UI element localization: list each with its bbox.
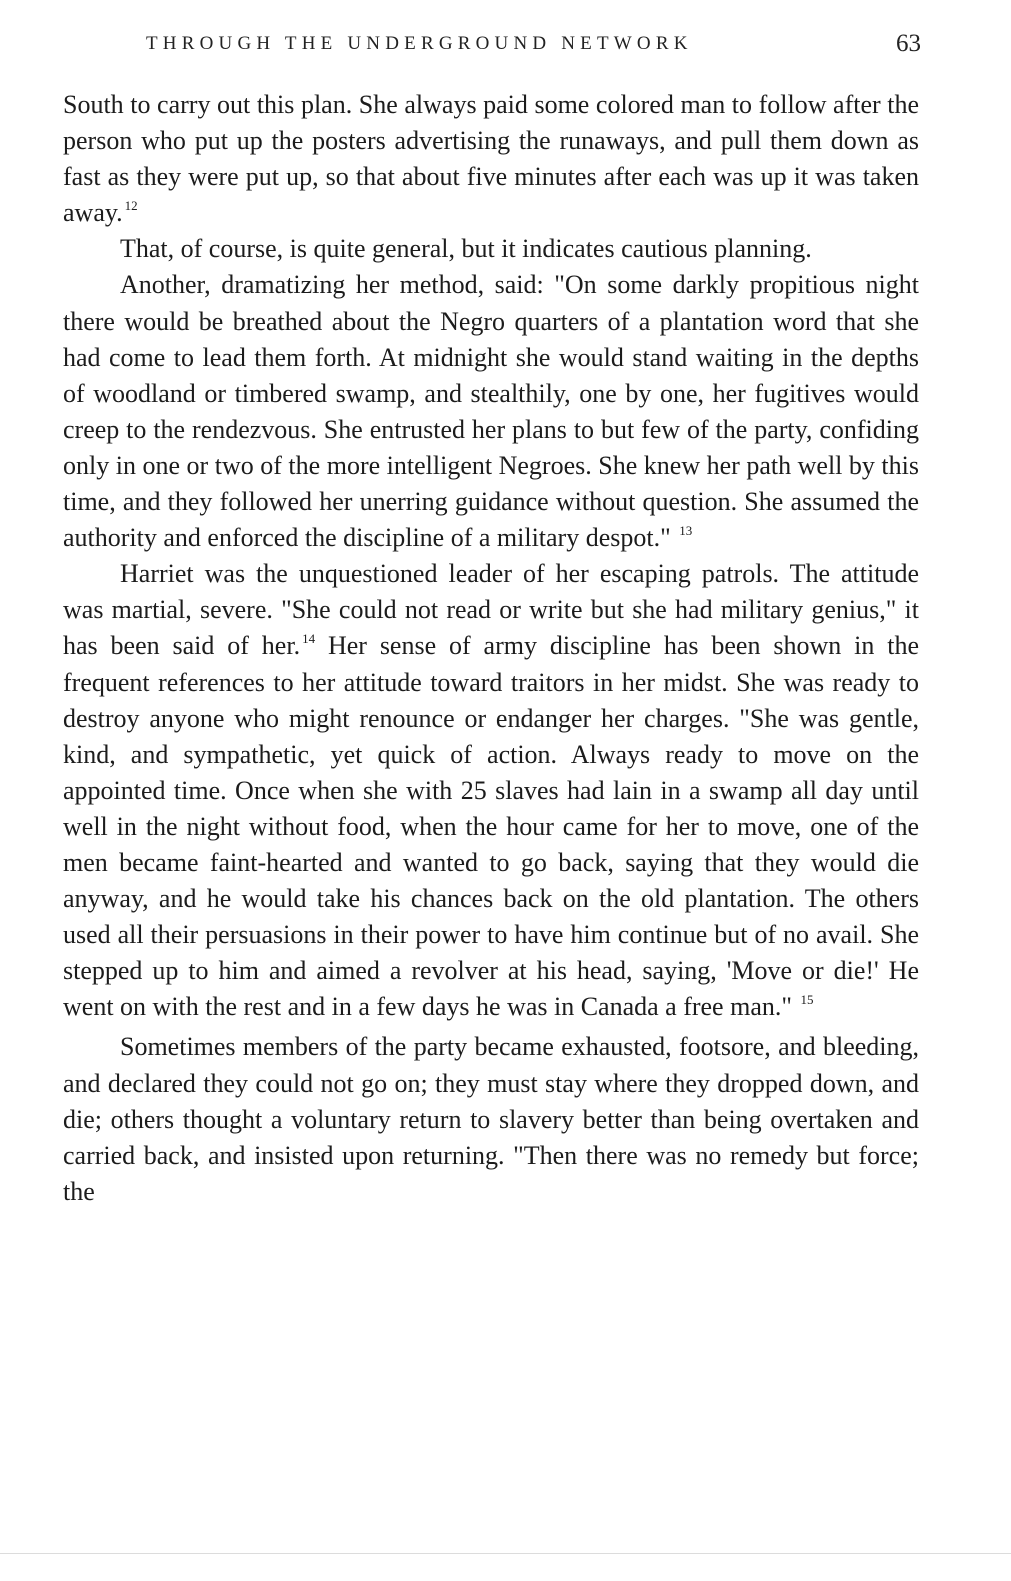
- paragraph-text: Another, dramatizing her method, said: "On some darkly propitious night there would be breathed about the Negro quarters of a plantation word that she had come to lead them forth. At midnight she would stand waiting in the depths of woodland or timbered swamp, and stealthily, one by one, her fugitives would creep to the rendezvous. She entrusted her plans to but few of the party, confiding only in one or two of the more intelligent Negroes. She knew her path well by this time, and they followed her unerring guidance without question. She assumed the authority and enforced the discipline of a military despot.": [63, 270, 919, 553]
- scan-edge-line: [0, 1553, 1011, 1554]
- page-number: 63: [896, 30, 921, 57]
- paragraph-3: [63, 267, 919, 556]
- paragraph-4: [63, 556, 919, 1025]
- paragraph-5: [63, 1029, 919, 1209]
- running-title: THROUGH THE UNDERGROUND NETWORK: [146, 33, 693, 54]
- footnote-ref-15: 15: [800, 992, 814, 1008]
- paragraph-text: That, of course, is quite general, but it indicates cautious planning.: [120, 234, 812, 264]
- paragraph-text: South to carry out this plan. She always paid some colored man to follow after the person who put up the posters advertising the runaways, and pull them down as fast as they were put up, so that about five minutes after each was up it was taken away.: [63, 90, 919, 228]
- footnote-ref-12: 12: [124, 198, 138, 214]
- paragraph-text: Her sense of army discipline has been shown in the frequent references to her attitude toward traitors in her midst. She was ready to destroy anyone who might renounce or endanger her charges. "She was gentle, kind, and sympathetic, yet quick of action. Always ready to move on the appointed time. Once when she with 25 slaves had lain in a swamp all day until well in the night without food, when the hour came for her to move, one of the men became faint-hearted and wanted to go back, saying that they would die anyway, and he would take his chances back on the old plantation. The others used all their persuasions in their power to have him continue but of no avail. She stepped up to him and aimed a revolver at his head, saying, 'Move or die!' He went on with the rest and in a few days he was in Canada a free man.": [63, 631, 919, 1022]
- footnote-ref-14: 14: [302, 631, 316, 647]
- running-head: [64, 22, 921, 66]
- paragraph-text: Harriet was the unquestioned leader of her escaping patrols. The attitude was martial, severe. "She could not read or write but she had military genius," it has been said of her.: [63, 559, 919, 661]
- footnote-ref-13: 13: [679, 523, 693, 539]
- paragraph-text: Sometimes members of the party became exhausted, footsore, and bleeding, and declared they could not go on; they must stay where they dropped down, and die; others thought a voluntary return to slavery better than being overtaken and carried back, and insisted upon returning. "Then there was no remedy but force; the: [63, 1032, 919, 1206]
- paragraph-2: [63, 231, 919, 267]
- body-text: [63, 87, 919, 1210]
- paragraph-1: [63, 87, 919, 231]
